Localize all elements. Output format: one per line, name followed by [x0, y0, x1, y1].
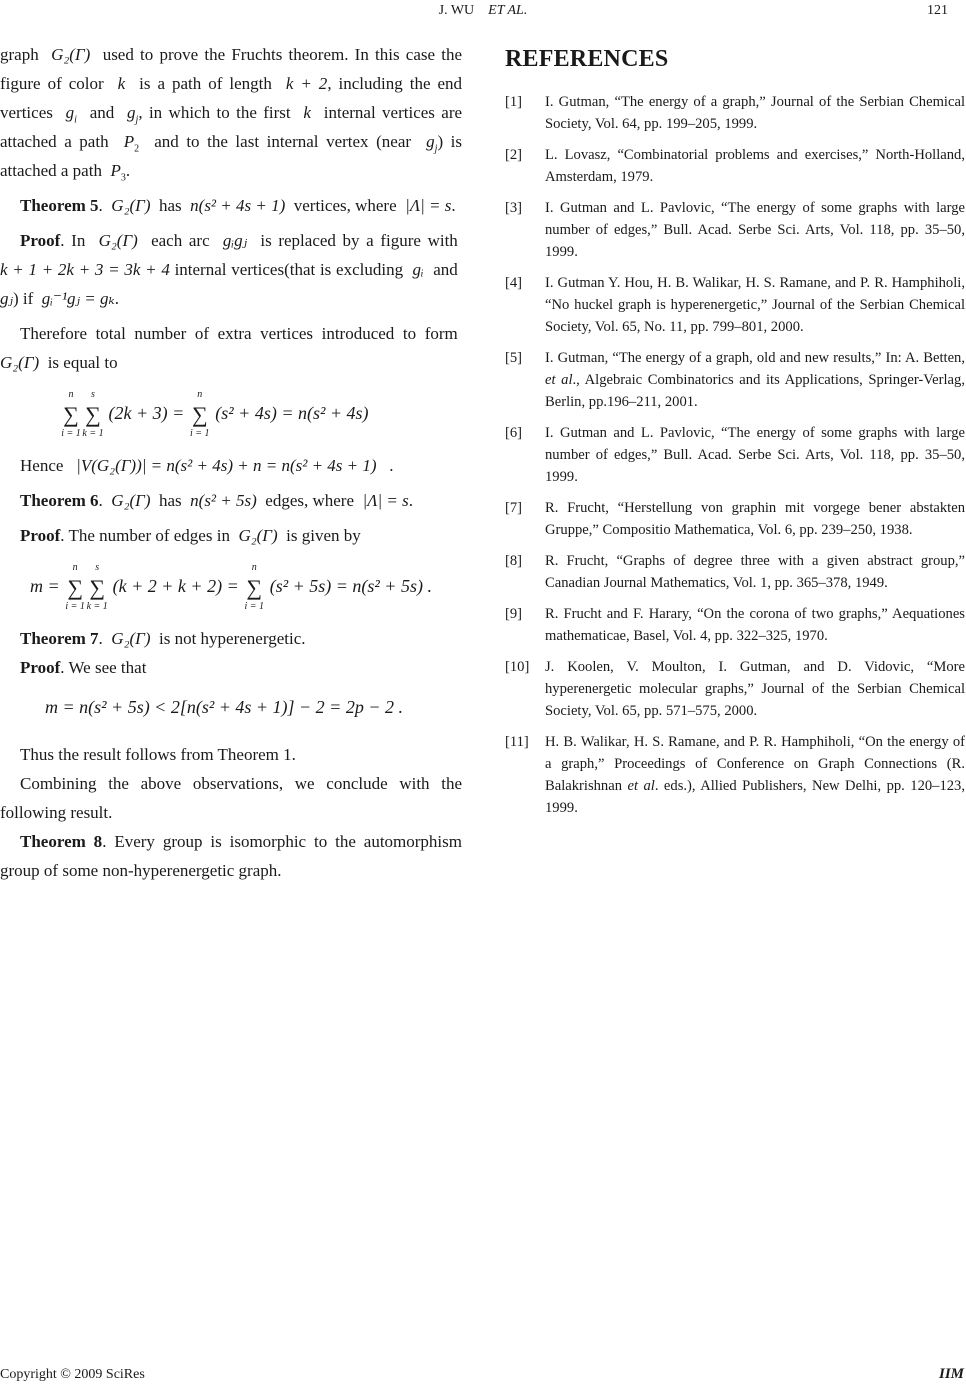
- header-author: J. WU ET AL.: [438, 3, 528, 18]
- footer-copyright: Copyright © 2009 SciRes: [0, 1367, 145, 1382]
- reference-text: H. B. Walikar, H. S. Ramane, and P. R. Hamphiholi, “On the energy of a graph,” Proceedings of Conference on Graph Connections (R. Balakrishnan et al. eds.), Allied Publishers, New Delhi, pp. 120–123, 1999.: [545, 734, 965, 816]
- reference-item: [505, 422, 965, 488]
- reference-number: [5]: [505, 350, 523, 366]
- reference-number: [9]: [505, 606, 523, 622]
- paragraph-combining: Combining the above observations, we conclude with the following result.: [0, 774, 462, 822]
- reference-number: [3]: [505, 200, 523, 216]
- reference-item: [505, 91, 965, 135]
- reference-item: [505, 603, 965, 647]
- reference-text: L. Lovasz, “Combinatorial problems and exercises,” North-Holland, Amsterdam, 1979.: [545, 147, 965, 185]
- reference-item: [505, 347, 965, 413]
- equation-edge-count: m = ∑ n i = 1 ∑ s k = 1 (k + 2 + k + 2) = ∑ n i = 1 (s² + 5s) = n(s² + 5s) .: [30, 562, 432, 613]
- proof-theorem-5: Proof. In G₂(Γ) each arc gᵢgⱼ is replaced by a figure with k + 1 + 2k + 3 = 3k + 4 internal vertices(that is excluding gᵢ and gⱼ) if gᵢ⁻¹gⱼ = gₖ.: [0, 231, 458, 308]
- reference-text: I. Gutman, “The energy of a graph, old and new results,” In: A. Betten, et al., Algebraic Combinatorics and its Applications, Springer-Verlag, Berlin, pp.196–211, 2001.: [545, 350, 965, 410]
- page-number: 121: [927, 3, 948, 18]
- reference-text: R. Frucht, “Herstellung von graphin mit vorgege bener abstakten Gruppe,” Compositio Mathematica, Vol. 6, pp. 239–250, 1938.: [545, 500, 965, 538]
- summation-symbol: ∑ n i = 1: [65, 562, 85, 613]
- summation-symbol: ∑ n i = 1: [61, 389, 81, 440]
- reference-text: J. Koolen, V. Moulton, I. Gutman, and D. Vidovic, “More hyperenergetic molecular graphs,” Journal of the Serbian Chemical Society, Vol. 65, pp. 571–575, 2000.: [545, 659, 965, 719]
- reference-text: I. Gutman Y. Hou, H. B. Walikar, H. S. Ramane, and P. R. Hamphiholi, “No huckel graph is hyperenergetic,” Journal of the Serbian Chemical Society, Vol. 65, No. 11, pp. 799–801, 2000.: [545, 275, 965, 335]
- summation-symbol: ∑ s k = 1: [86, 562, 108, 613]
- reference-number: [11]: [505, 734, 529, 750]
- paragraph-extra-vertices: Therefore total number of extra vertices introduced to form G₂(Γ) is equal to: [0, 324, 458, 372]
- reference-number: [7]: [505, 500, 523, 516]
- summation-symbol: ∑ n i = 1: [190, 389, 210, 440]
- reference-item: [505, 197, 965, 263]
- footer-journal: IIM: [938, 1366, 964, 1382]
- reference-text: R. Frucht, “Graphs of degree three with a given abstract group,” Canadian Journal Mathematics, Vol. 1, pp. 365–378, 1949.: [545, 553, 965, 591]
- equation-hyperenergetic-bound: m = n(s² + 5s) < 2[n(s² + 4s + 1)] − 2 = 2p − 2 .: [45, 697, 403, 717]
- reference-number: [4]: [505, 275, 523, 291]
- reference-text: I. Gutman and L. Pavlovic, “The energy of some graphs with large number of edges,” Bull. Acad. Serbe Sci. Arts, Vol. 118, pp. 35–50, 1999.: [545, 200, 965, 260]
- reference-number: [8]: [505, 553, 523, 569]
- reference-number: [10]: [505, 659, 530, 675]
- reference-text: I. Gutman, “The energy of a graph,” Journal of the Serbian Chemical Society, Vol. 64, pp. 199–205, 1999.: [545, 94, 965, 132]
- reference-number: [1]: [505, 94, 523, 110]
- hence-vertex-count: Hence |V(G₂(Γ))| = n(s² + 4s) + n = n(s² + 4s + 1) .: [20, 456, 394, 475]
- theorem-5: Theorem 5. G₂(Γ) has n(s² + 4s + 1) vertices, where |Λ| = s.: [20, 196, 456, 215]
- proof-theorem-6: Proof. The number of edges in G₂(Γ) is given by: [20, 526, 361, 545]
- references-column: [505, 40, 965, 828]
- left-column: [0, 40, 462, 885]
- reference-item: [505, 272, 965, 338]
- reference-number: [2]: [505, 147, 523, 163]
- reference-item: [505, 656, 965, 722]
- reference-item: [505, 144, 965, 188]
- paragraph-fruchts-construction: graph G₂(Γ) used to prove the Fruchts theorem. In this case the figure of color k is a path of length k + 2, including the end vertices $g_i$ and $g_j$, in which to the first k internal vertices are attached a path $P_2$ and to the last internal vertex (near $g_j$) is attached a path $P_3$.: [0, 45, 463, 184]
- running-header: [0, 0, 966, 22]
- theorem-7: Theorem 7. G₂(Γ) is not hyperenergetic.: [20, 629, 306, 648]
- theorem-6: Theorem 6. G₂(Γ) has n(s² + 5s) edges, where |Λ| = s.: [20, 491, 413, 510]
- reference-text: R. Frucht and F. Harary, “On the corona of two graphs,” Aequationes mathematicae, Basel, Vol. 4, pp. 322–325, 1970.: [545, 606, 965, 644]
- summation-symbol: ∑ s k = 1: [82, 389, 104, 440]
- reference-item: [505, 497, 965, 541]
- references-heading: REFERENCES: [505, 46, 669, 72]
- theorem-8: Theorem 8. Every group is isomorphic to the automorphism group of some non-hyperenergetic graph.: [0, 832, 462, 880]
- reference-number: [6]: [505, 425, 523, 441]
- header-et-al: ET AL.: [488, 3, 528, 18]
- reference-item: [505, 731, 965, 819]
- equation-extra-vertices: ∑ n i = 1 ∑ s k = 1 (2k + 3) = ∑ n i = 1 (s² + 4s) = n(s² + 4s): [61, 389, 369, 440]
- reference-text: I. Gutman and L. Pavlovic, “The energy of some graphs with large number of edges,” Bull. Acad. Serbe Sci. Arts, Vol. 118, pp. 35–50, 1999.: [545, 425, 965, 485]
- reference-item: [505, 550, 965, 594]
- summation-symbol: ∑ n i = 1: [244, 562, 264, 613]
- paragraph-result-follows: Thus the result follows from Theorem 1.: [20, 745, 296, 764]
- proof-theorem-7: Proof. We see that: [20, 658, 147, 677]
- reference-list: [505, 91, 965, 819]
